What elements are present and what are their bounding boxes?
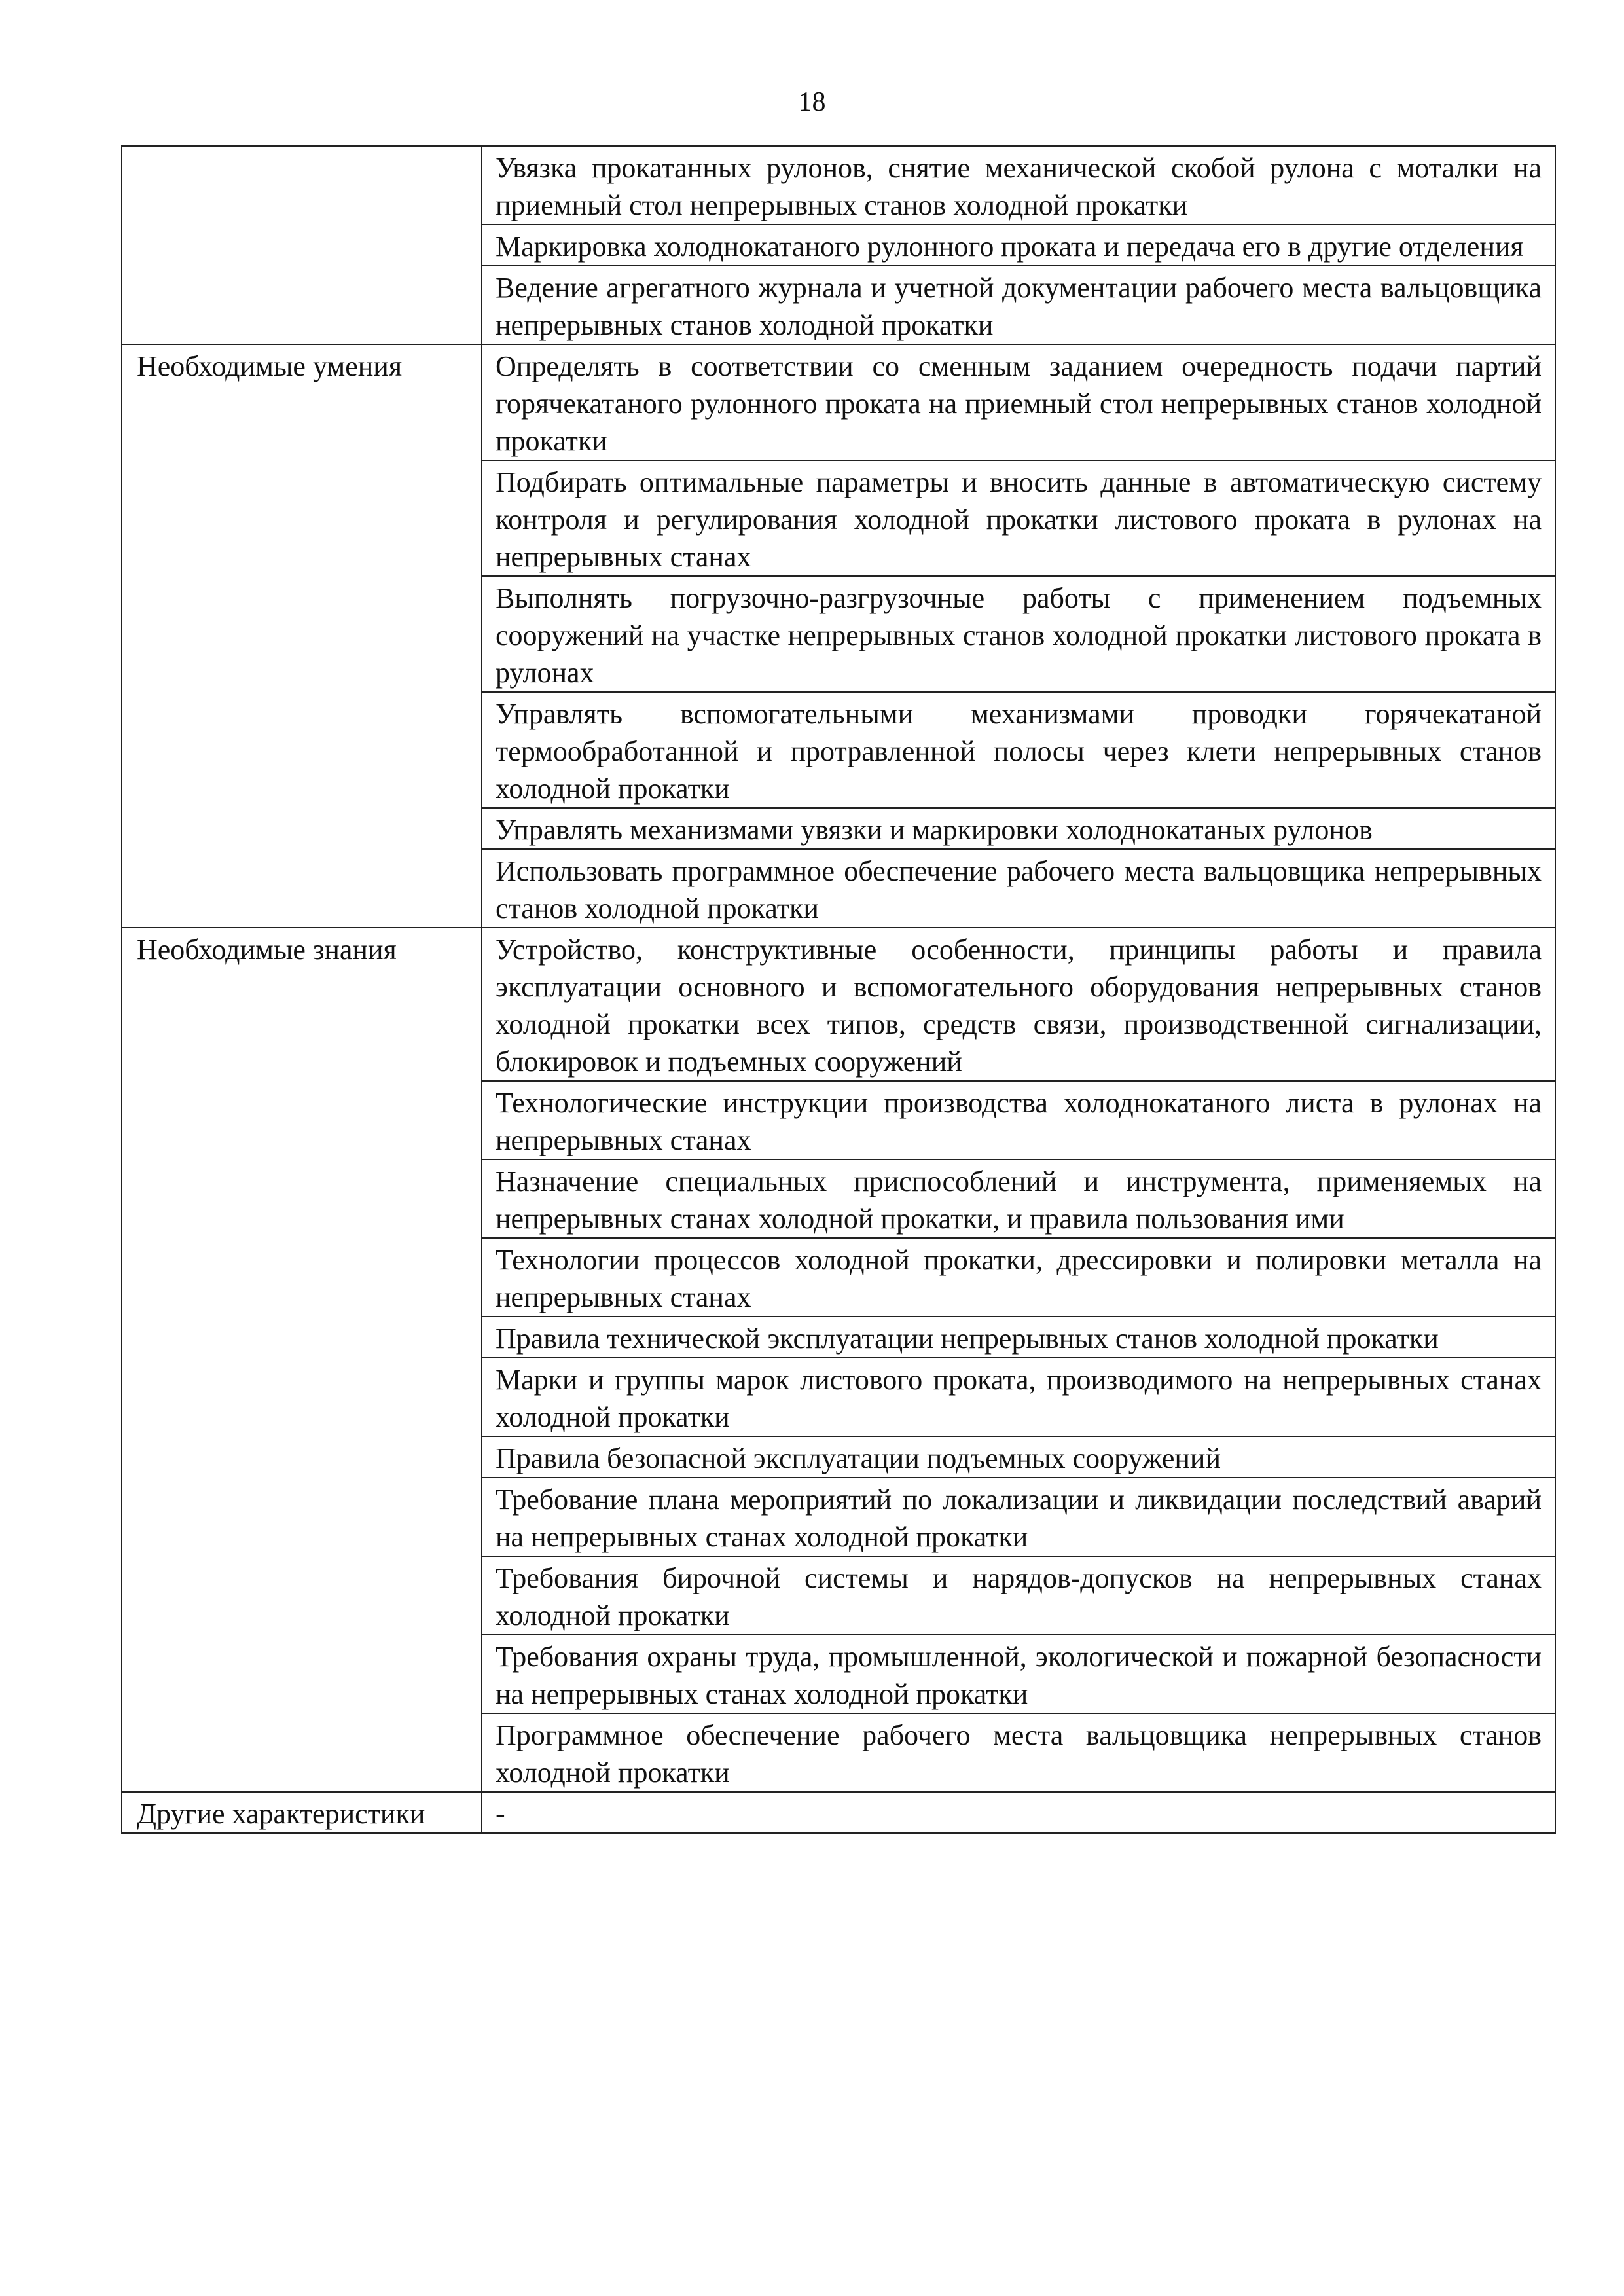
item-cell [482,146,1555,225]
item-text: Требования охраны труда, промышленной, экологической и пожарной безопасности на непрерывных станах холодной прокатки [496,1641,1542,1710]
item-text: Увязка прокатанных рулонов, снятие механической скобой рулона с моталки на приемный стол непрерывных станов холодной прокатки [496,152,1542,221]
item-cell [482,928,1555,1081]
page-number: 18 [798,87,826,117]
item-text: Определять в соответствии со сменным заданием очередность подачи партий горячекатаного рулонного проката на приемный стол непрерывных станов холодной прокатки [496,350,1542,457]
item-cell [482,1713,1555,1792]
table-row [122,344,1555,460]
item-text: Технологические инструкции производства холоднокатаного листа в рулонах на непрерывных станах [496,1087,1542,1156]
table-row [122,928,1555,1081]
item-cell [482,1358,1555,1436]
item-text: Требования бирочной системы и нарядов-допусков на непрерывных станах холодной прокатки [496,1562,1542,1631]
item-text: Требование плана мероприятий по локализации и ликвидации последствий аварий на непрерывных станах холодной прокатки [496,1484,1542,1553]
item-cell [482,460,1555,576]
item-cell [482,266,1555,344]
item-text: Подбирать оптимальные параметры и вносить данные в автоматическую систему контроля и регулирования холодной прокатки листового проката в рулонах на непрерывных станах [496,466,1542,573]
item-cell [482,1159,1555,1238]
item-cell [482,1556,1555,1635]
item-text: Технологии процессов холодной прокатки, дрессировки и полировки металла на непрерывных станах [496,1244,1542,1313]
item-cell [482,1436,1555,1478]
item-text: Ведение агрегатного журнала и учетной документации рабочего места вальцовщика непрерывных станов холодной прокатки [496,272,1542,341]
item-cell [482,808,1555,849]
table-row [122,1792,1555,1833]
item-text: Выполнять погрузочно-разгрузочные работы с применением подъемных сооружений на участке непрерывных станов холодной прокатки листового проката в рулонах [496,582,1542,689]
item-cell [482,1792,1555,1833]
item-cell [482,849,1555,928]
item-text: Использовать программное обеспечение рабочего места вальцовщика непрерывных станов холодной прокатки [496,855,1542,924]
item-cell [482,1635,1555,1713]
item-text: - [496,1798,505,1830]
item-cell [482,1238,1555,1317]
item-cell [482,1081,1555,1159]
item-cell [482,692,1555,808]
item-cell [482,576,1555,692]
item-text: Управлять вспомогательными механизмами проводки горячекатаной термообработанной и протравленной полосы через клети непрерывных станов холодной прокатки [496,698,1542,805]
section-label-knowledge: Необходимые знания [137,934,397,966]
section-label-cell [122,1792,482,1833]
item-text: Назначение специальных приспособлений и инструмента, применяемых на непрерывных станах холодной прокатки, и правила пользования ими [496,1165,1542,1235]
table-row [122,146,1555,225]
item-cell [482,1478,1555,1556]
item-text: Правила технической эксплуатации непрерывных станов холодной прокатки [496,1322,1439,1355]
competency-table [121,145,1556,1834]
item-cell [482,344,1555,460]
item-text: Правила безопасной эксплуатации подъемных сооружений [496,1442,1221,1474]
section-label-other: Другие характеристики [137,1798,425,1830]
item-text: Маркировка холоднокатаного рулонного проката и передача его в другие отделения [496,230,1524,263]
item-cell [482,225,1555,266]
item-text: Программное обеспечение рабочего места вальцовщика непрерывных станов холодной прокатки [496,1719,1542,1789]
section-label-cell [122,344,482,928]
section-label-skills: Необходимые умения [137,350,403,382]
section-label-cell [122,928,482,1792]
item-text: Управлять механизмами увязки и маркировки холоднокатаных рулонов [496,814,1373,846]
item-cell [482,1317,1555,1358]
item-text: Устройство, конструктивные особенности, принципы работы и правила эксплуатации основного и вспомогательного оборудования непрерывных станов холодной прокатки всех типов, средств связи, производственной сигнализации, блокировок и подъемных сооружений [496,934,1542,1078]
item-text: Марки и группы марок листового проката, производимого на непрерывных станах холодной прокатки [496,1364,1542,1433]
section-label-cell [122,146,482,344]
